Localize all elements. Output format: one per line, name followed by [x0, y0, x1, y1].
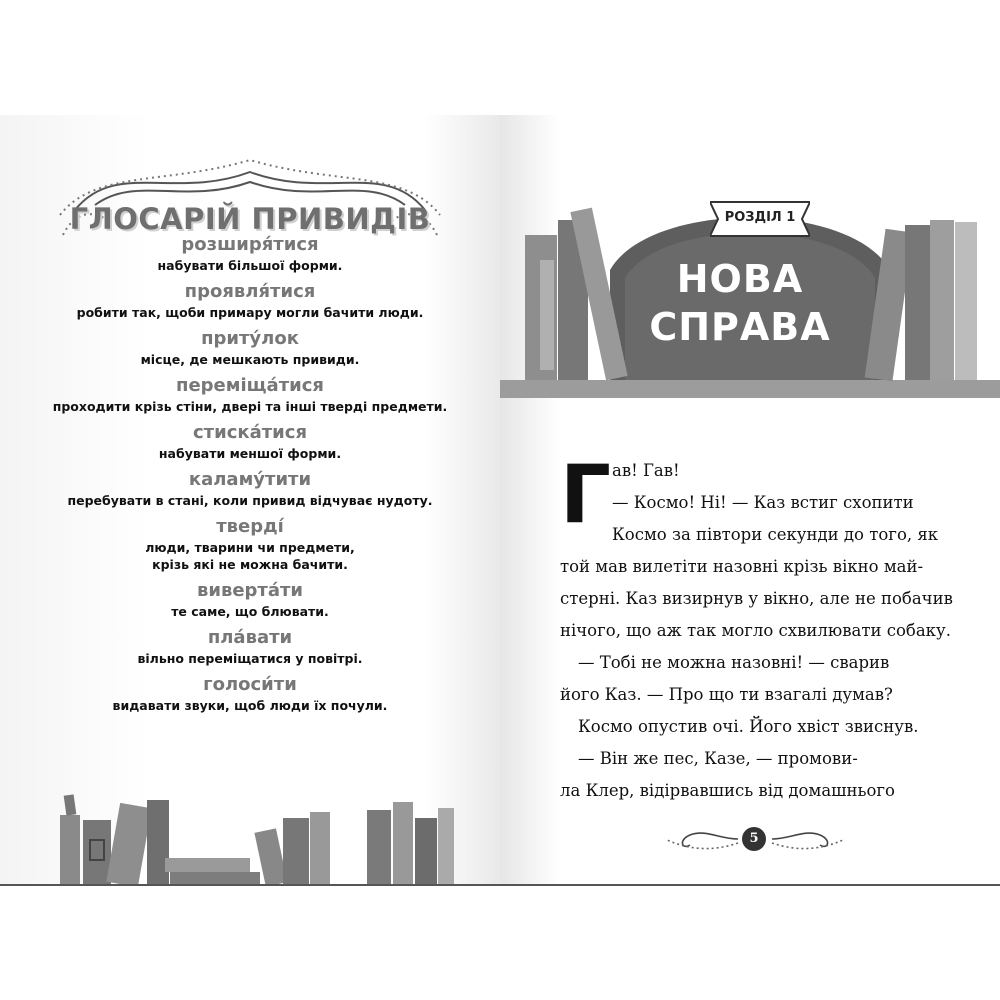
story-line: — Він же пес, Казе, — промови-: [578, 749, 858, 768]
glossary-term: розширя́тися: [181, 234, 319, 255]
glossary-definition: видавати звуки, щоб люди їх почули.: [112, 698, 388, 713]
glossary-entry: [40, 327, 460, 368]
story-line: нічого, що аж так могло схвилювати собаку.: [560, 621, 951, 640]
glossary-definition: проходити крізь стіни, двері та інші тверді предмети.: [52, 399, 448, 414]
glossary-term: стиска́тися: [192, 422, 308, 443]
story-line: Космо опустив очі. Його хвіст звиснув.: [578, 717, 919, 736]
glossary-term: приту́лок: [201, 328, 299, 349]
story-line: стерні. Каз визирнув у вікно, але не побачив: [560, 589, 953, 608]
story-line: — Космо! Ні! — Каз встиг схопити: [612, 493, 914, 512]
glossary-definition: вільно переміщатися у повітрі.: [137, 651, 363, 666]
glossary-definition: перебувати в стані, коли привид відчуває нудоту.: [67, 493, 433, 508]
glossary-entry: [40, 374, 460, 415]
glossary-definition: люди, тварини чи предмети, крізь які не можна бачити.: [145, 540, 355, 572]
glossary-entry: [40, 421, 460, 462]
glossary-term: тверді́: [216, 516, 284, 537]
glossary-entry: [40, 515, 460, 573]
chapter-title: НОВА СПРАВА: [649, 257, 831, 349]
glossary-definition: місце, де мешкають привиди.: [140, 352, 360, 367]
story-line: той мав вилетіти назовні крізь вікно май-: [560, 557, 924, 576]
glossary-entry: [40, 673, 460, 714]
story-line: Космо за півтори секунди до того, як: [612, 525, 939, 544]
books-illustration-icon: [55, 790, 455, 885]
glossary-definition: набувати меншої форми.: [158, 446, 342, 461]
glossary-entry: [40, 233, 460, 274]
glossary-term: вивертáти: [196, 580, 304, 601]
glossary-term: проявля́тися: [184, 281, 316, 302]
page-bottom-edge: [0, 884, 1000, 886]
story-line: ав! Гав!: [612, 461, 680, 480]
glossary-entry: [40, 468, 460, 509]
glossary-list: [40, 228, 460, 720]
glossary-entry: [40, 626, 460, 667]
glossary-term: каламу́тити: [188, 469, 312, 490]
page-number: 5: [742, 827, 766, 851]
glossary-term: переміща́тися: [176, 375, 324, 396]
drop-cap: Г: [560, 448, 611, 541]
story-text: [560, 448, 953, 807]
glossary-definition: набувати більшої форми.: [157, 258, 343, 273]
glossary-entry: [40, 579, 460, 620]
story-line: його Каз. — Про що ти взагалі думав?: [560, 685, 893, 704]
glossary-definition: те саме, що блювати.: [171, 604, 329, 619]
story-line: — Тобі не можна назовні! — сварив: [578, 653, 890, 672]
glossary-definition: робити так, щоби примару могли бачити люди.: [76, 305, 424, 320]
chapter-label: РОЗДІЛ 1: [724, 210, 796, 225]
glossary-title: ГЛОСАРІЙ ПРИВИДІВ: [69, 202, 431, 236]
glossary-term: пла́вати: [207, 627, 293, 648]
glossary-entry: [40, 280, 460, 321]
page-number-ornament: [660, 825, 850, 855]
story-line: ла Клер, відірвавшись від домашнього: [560, 781, 895, 800]
glossary-term: голоси́ти: [203, 674, 297, 695]
